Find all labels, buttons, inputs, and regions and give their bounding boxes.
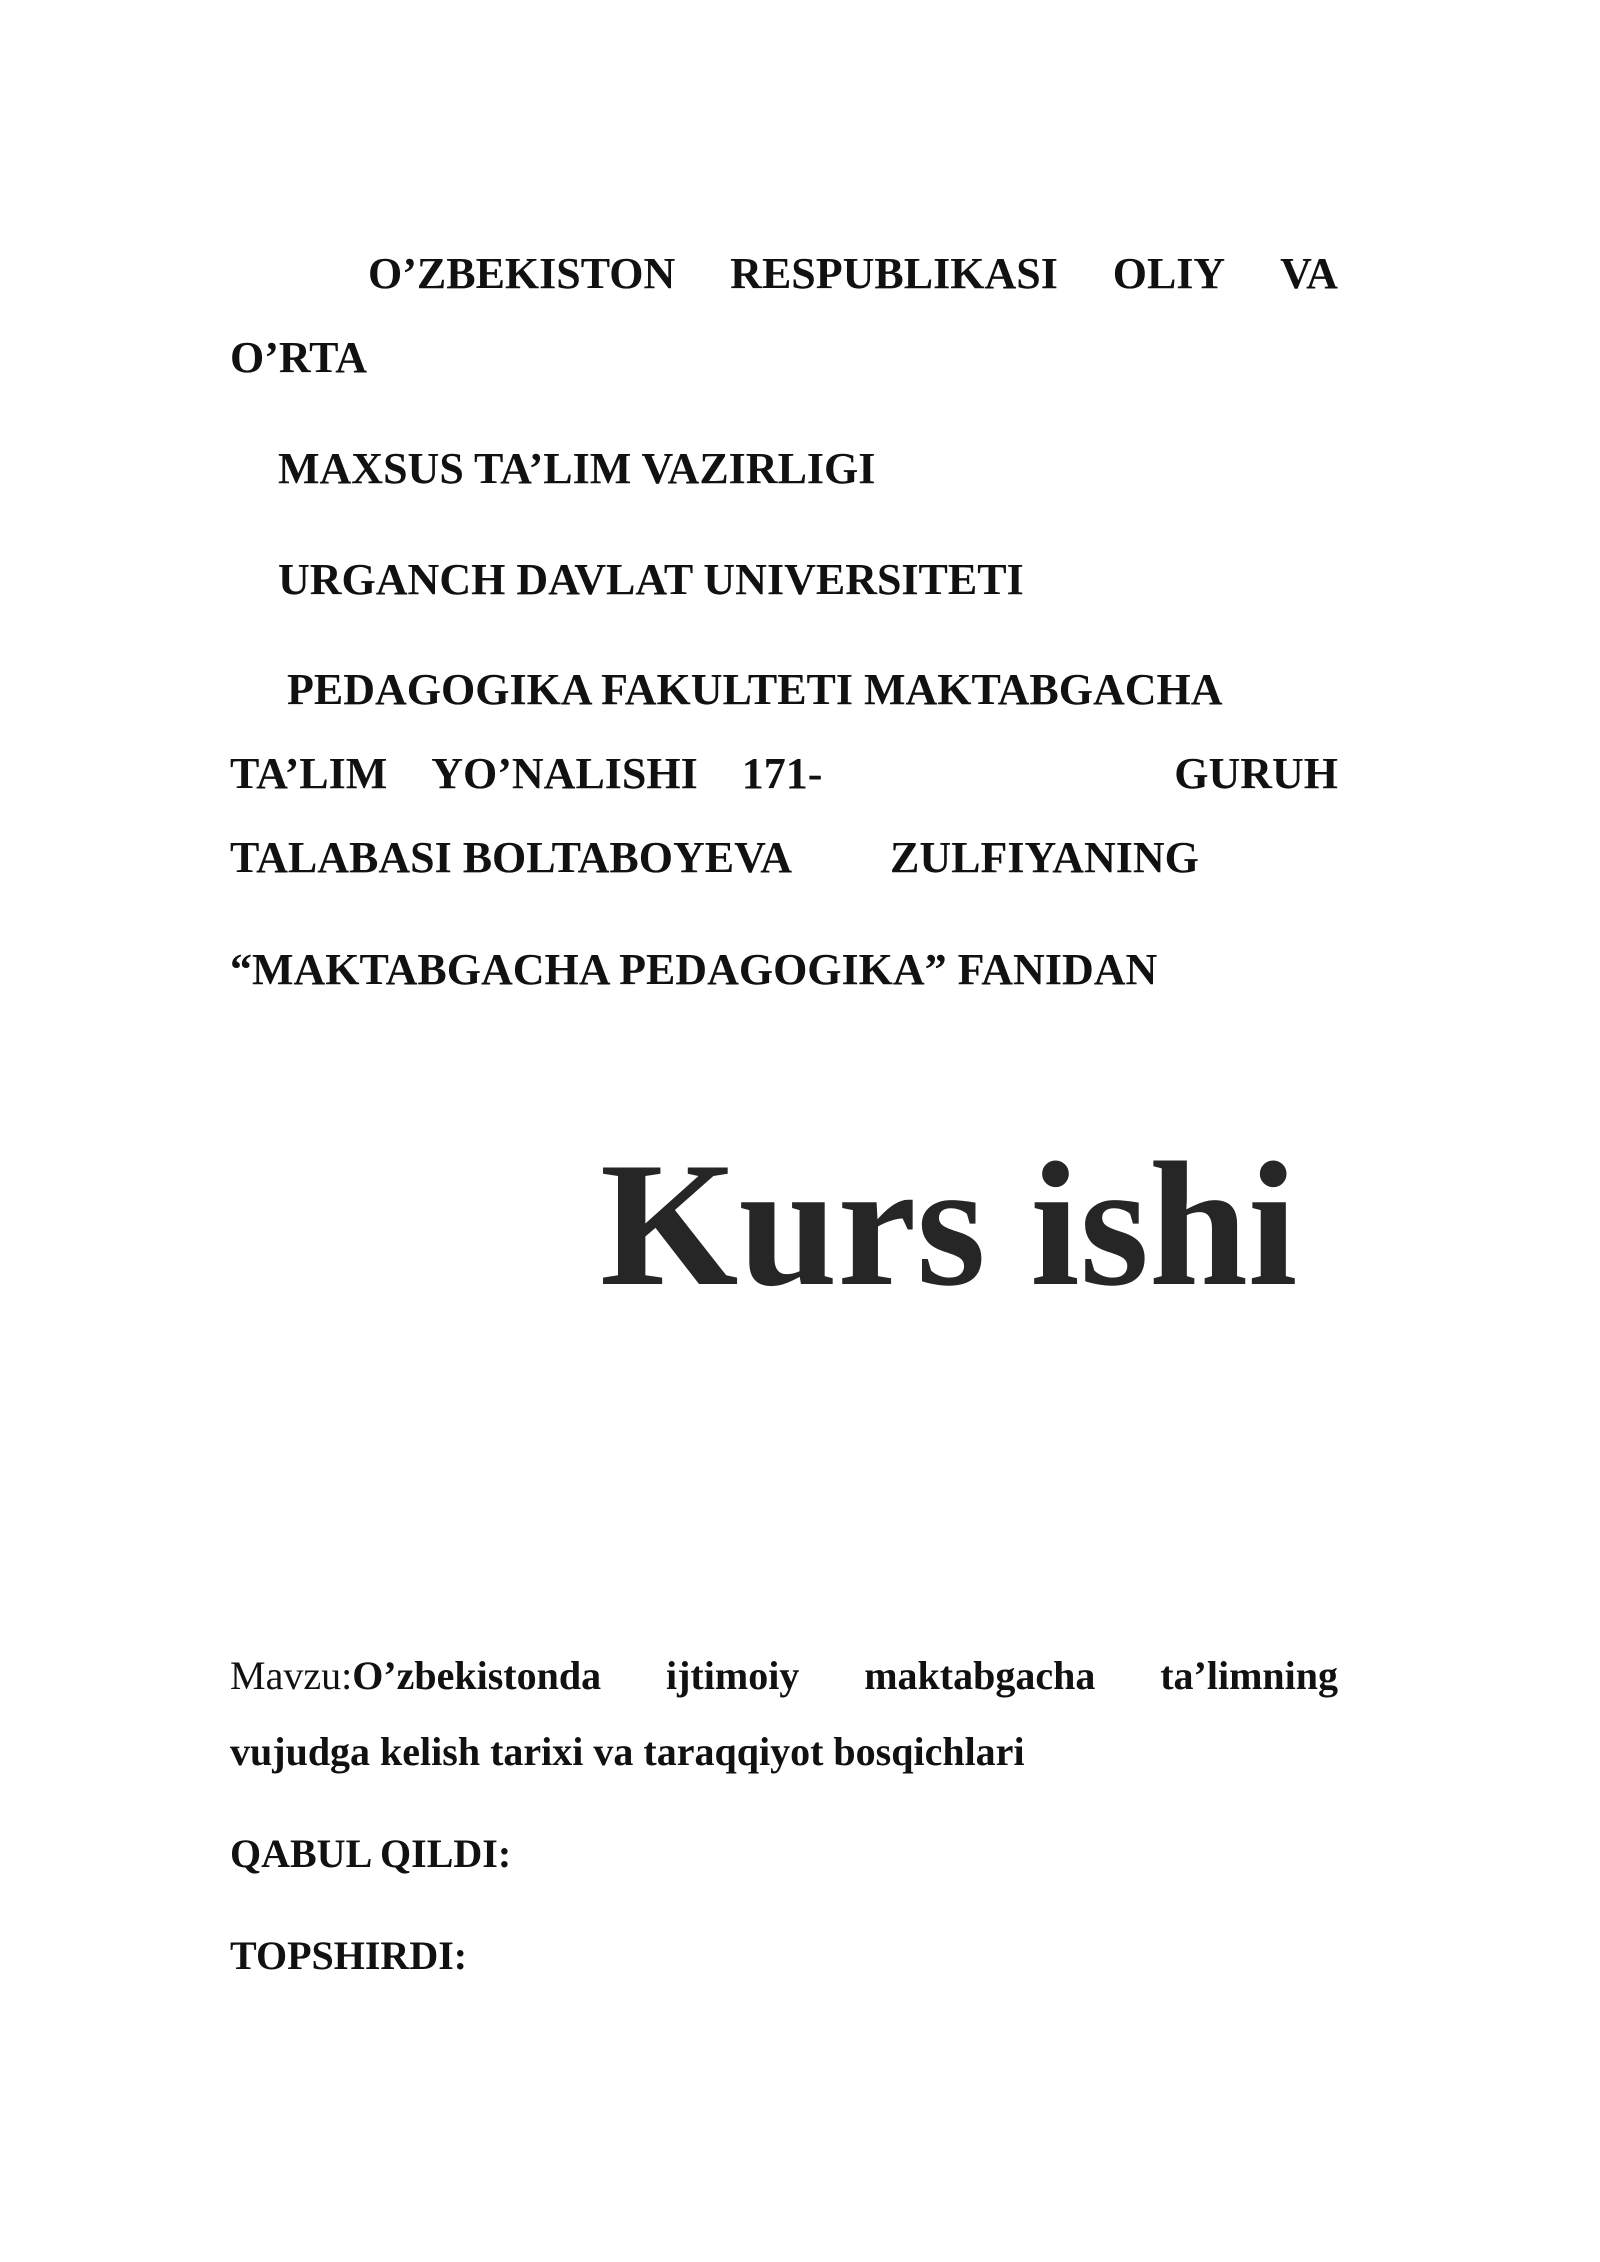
direction-word: GURUH xyxy=(1174,749,1338,798)
header-word: VA xyxy=(1280,249,1338,298)
accepted-by-label: QABUL QILDI: xyxy=(230,1831,512,1876)
student-name: TALABASI BOLTABOYEVA xyxy=(230,833,793,882)
subject-line: “MAKTABGACHA PEDAGOGIKA” FANIDAN xyxy=(230,945,1158,994)
header-word: RESPUBLIKASI xyxy=(730,249,1058,298)
university-name: URGANCH DAVLAT UNIVERSITETI xyxy=(278,555,1024,604)
header-line-1 xyxy=(368,249,1338,298)
student-firstname: ZULFIYANING xyxy=(890,833,1199,882)
topic-word: O’zbekistonda xyxy=(352,1653,602,1698)
student-line xyxy=(230,833,1199,882)
header-word: O’ZBEKISTON xyxy=(368,249,676,298)
direction-word: YO’NALISHI xyxy=(431,749,698,798)
topic-word: maktabgacha xyxy=(864,1653,1096,1698)
direction-word: 171- xyxy=(741,749,823,798)
header-word: OLIY xyxy=(1112,249,1226,298)
header-line-2: O’RTA xyxy=(230,333,367,382)
topic-line-1 xyxy=(230,1653,1338,1698)
topic-label: Mavzu: xyxy=(230,1653,353,1698)
topic-line-2: vujudga kelish tarixi va taraqqiyot bosqichlari xyxy=(230,1729,1025,1774)
direction-word: TA’LIM xyxy=(230,749,388,798)
faculty-name: PEDAGOGIKA FAKULTETI MAKTABGACHA xyxy=(287,665,1223,714)
topic-word: ta’limning xyxy=(1160,1653,1338,1698)
submitted-by-label: TOPSHIRDI: xyxy=(230,1933,468,1978)
direction-line xyxy=(230,749,1338,798)
topic-word: ijtimoiy xyxy=(666,1653,800,1698)
ministry-name: MAXSUS TA’LIM VAZIRLIGI xyxy=(278,444,876,493)
document-title: Kurs ishi xyxy=(600,1125,1298,1323)
